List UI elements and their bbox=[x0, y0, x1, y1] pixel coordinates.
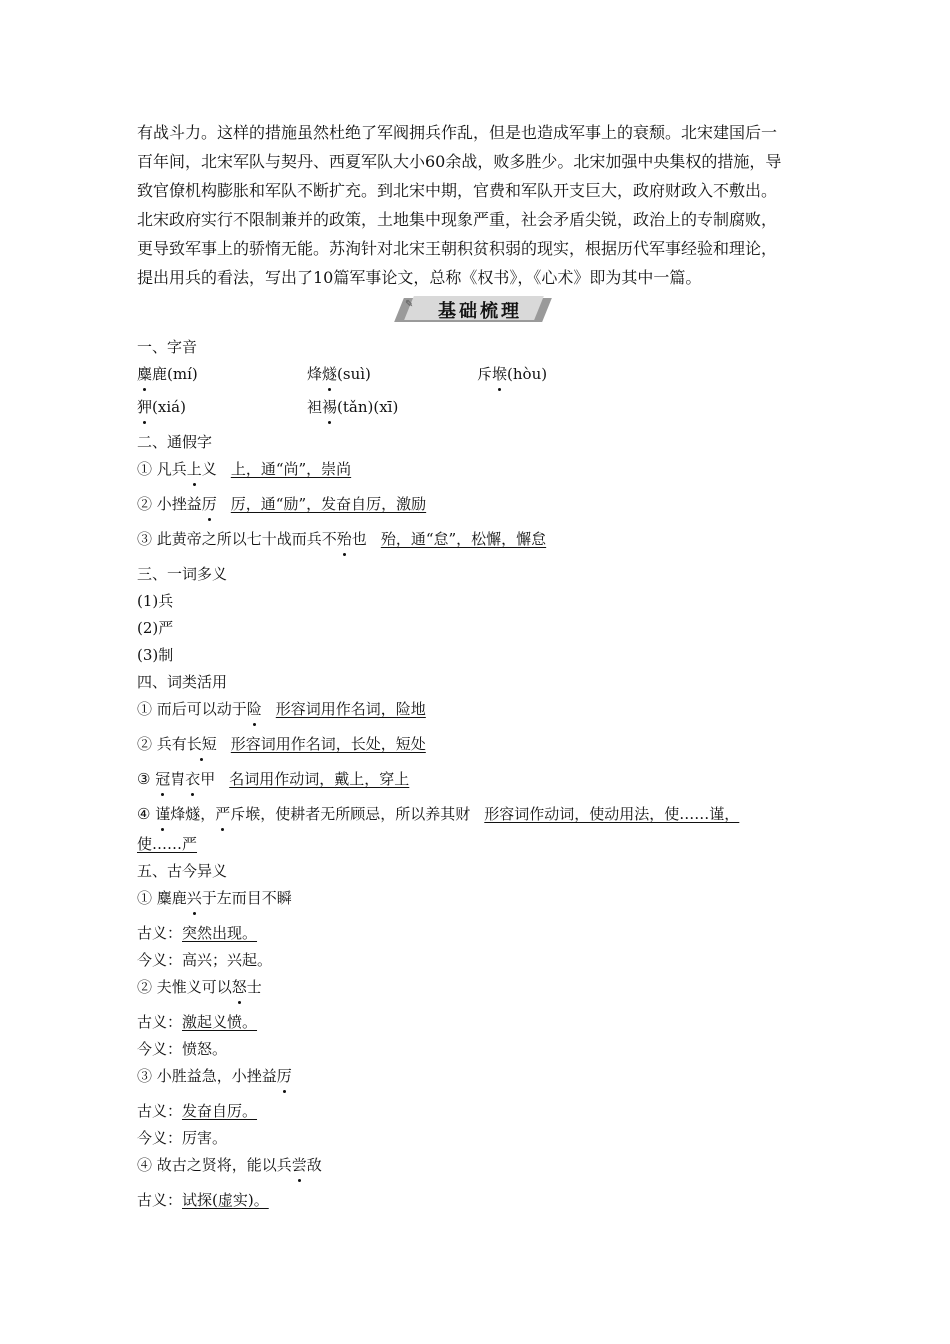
intro-line: 提出用兵的看法，写出了10篇军事论文，总称《权书》，《心术》即为其中一篇。 bbox=[137, 268, 702, 287]
section-title-ancient-modern: 五、古今异义 bbox=[137, 862, 228, 880]
intro-line: 百年间，北宋军队与契丹、西夏军队大小60余战，败多胜少。北宋加强中央集权的措施，导 bbox=[137, 152, 782, 171]
answer: 殆，通“怠”，松懈，懈怠 bbox=[380, 530, 547, 548]
section-banner bbox=[137, 294, 817, 328]
pronunciation-row bbox=[137, 394, 817, 429]
ancient-modern-item: ③ 小胜益急，小挫益厉 bbox=[137, 1063, 817, 1098]
pronunciation-item: 袒裼(tǎn)(xī) bbox=[307, 394, 398, 421]
answer: 上，通“尚”，崇尚 bbox=[230, 460, 352, 478]
pronunciation-row bbox=[137, 361, 817, 394]
section-title-word-class: 四、词类活用 bbox=[137, 673, 228, 691]
ancient-meaning: 古义：试探(虚实)。 bbox=[137, 1191, 269, 1209]
word-class-answer-continued: 使……严 bbox=[137, 835, 198, 853]
word-class-item: ③ 冠胄衣甲 名词用作动词，戴上，穿上 bbox=[137, 766, 817, 801]
modern-meaning: 今义：愤怒。 bbox=[137, 1040, 228, 1058]
answer: 厉，通“励”，发奋自厉，激励 bbox=[230, 495, 427, 513]
ancient-modern-item: ① 麋鹿兴于左而目不瞬 bbox=[137, 885, 817, 920]
pronunciation-item: 斥堠(hòu) bbox=[477, 361, 547, 388]
word-class-item: ④ 谨烽燧，严斥堠，使耕者无所顾忌，所以养其财 形容词作动词，使动用法，使……谨， bbox=[137, 801, 817, 831]
answer: 形容词用作名词，长处，短处 bbox=[230, 735, 426, 753]
modern-meaning: 今义：高兴；兴起。 bbox=[137, 951, 273, 969]
ancient-meaning: 古义：激起义愤。 bbox=[137, 1013, 258, 1031]
intro-line: 致官僚机构膨胀和军队不断扩充。到北宋中期，官费和军队开支巨大，政府财政入不敷出。 bbox=[137, 181, 778, 200]
answer: 名词用作动词，戴上，穿上 bbox=[229, 770, 410, 788]
pronunciation-item: 麋鹿(mí) bbox=[137, 361, 307, 388]
intro-line: 北宋政府实行不限制兼并的政策，土地集中现象严重，社会矛盾尖锐，政治上的专制腐败， bbox=[137, 210, 778, 229]
banner-title: 基础梳理 bbox=[438, 301, 522, 322]
tongjiazi-item: ③ 此黄帝之所以七十战而兵不殆也 殆，通“怠”，松懈，懈怠 bbox=[137, 526, 817, 561]
word-class-item: ① 而后可以动于险 形容词用作名词，险地 bbox=[137, 696, 817, 731]
polysemy-item: (2)严 bbox=[137, 619, 174, 637]
intro-line: 有战斗力。这样的措施虽然杜绝了军阀拥兵作乱，但是也造成军事上的衰颓。北宋建国后一 bbox=[137, 123, 778, 142]
intro-line: 更导致军事上的骄惰无能。苏洵针对北宋王朝积贫积弱的现实，根据历代军事经验和理论， bbox=[137, 239, 778, 258]
answer: 形容词用作名词，险地 bbox=[275, 700, 426, 718]
polysemy-item: (3)制 bbox=[137, 646, 174, 664]
section-title-polysemy: 三、一词多义 bbox=[137, 565, 228, 583]
ancient-meaning: 古义：发奋自厉。 bbox=[137, 1102, 258, 1120]
ancient-modern-item: ② 夫惟义可以怒士 bbox=[137, 974, 817, 1009]
polysemy-item: (1)兵 bbox=[137, 592, 174, 610]
tongjiazi-item: ② 小挫益厉 厉，通“励”，发奋自厉，激励 bbox=[137, 491, 817, 526]
ancient-meaning: 古义：突然出现。 bbox=[137, 924, 258, 942]
pronunciation-item: 狎(xiá) bbox=[137, 394, 307, 421]
section-title-tongjiazi: 二、通假字 bbox=[137, 433, 213, 451]
modern-meaning: 今义：厉害。 bbox=[137, 1129, 228, 1147]
document-page bbox=[137, 118, 817, 1214]
pronunciation-item: 烽燧(suì) bbox=[307, 361, 477, 388]
intro-paragraph bbox=[137, 118, 817, 292]
word-class-item: ② 兵有长短 形容词用作名词，长处，短处 bbox=[137, 731, 817, 766]
tongjiazi-item: ① 凡兵上义 上，通“尚”，崇尚 bbox=[137, 456, 817, 491]
ancient-modern-item: ④ 故古之贤将，能以兵尝敌 bbox=[137, 1152, 817, 1187]
pencil-icon: ✎ bbox=[405, 299, 414, 310]
answer: 形容词作动词，使动用法，使……谨， bbox=[484, 805, 740, 823]
section-title-pronunciation: 一、字音 bbox=[137, 338, 198, 356]
